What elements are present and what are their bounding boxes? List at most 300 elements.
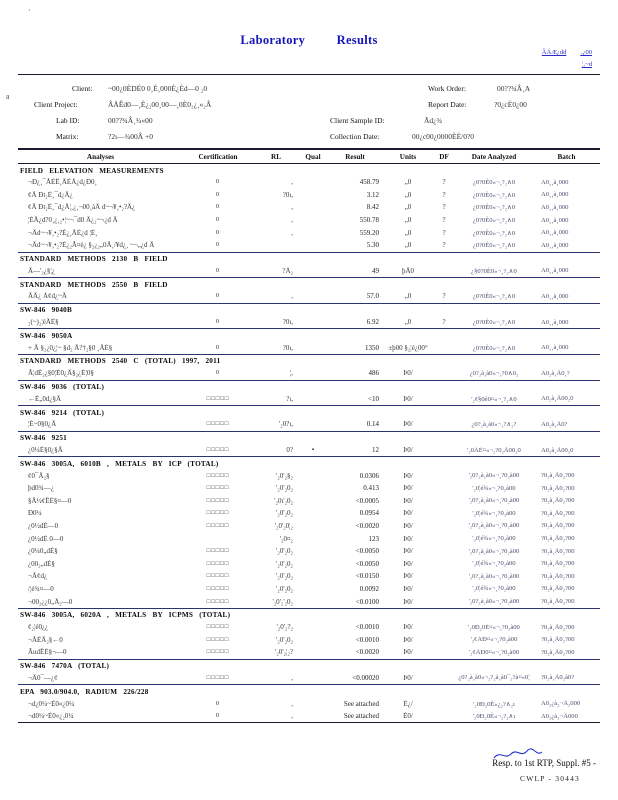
certification-cell: □□□□□ bbox=[206, 560, 230, 567]
batch-cell: A0¸¸à¸000 bbox=[541, 178, 569, 186]
result-cell: 1350 bbox=[365, 343, 379, 352]
units-cell: „0 bbox=[404, 216, 412, 225]
certification-cell: 0 bbox=[216, 242, 220, 249]
date-analyzed-cell: ¿0?0È0«¬¸?₂∧0 bbox=[472, 344, 516, 352]
df-cell: ? bbox=[442, 228, 446, 237]
certification-cell: 0 bbox=[216, 319, 220, 326]
result-cell: 123 bbox=[368, 534, 379, 543]
analysis-cell: ¬Â¢d¿ bbox=[28, 572, 48, 581]
certification-cell: □□□□□ bbox=[206, 624, 230, 631]
header-links bbox=[528, 47, 592, 72]
client-value: ~00¿0ÈDÉ0 0¸È¸000È¿Èd—0 ₂0 bbox=[108, 84, 208, 93]
certification-cell: 0 bbox=[216, 344, 220, 351]
units-cell: Þ0/ bbox=[403, 471, 413, 480]
section-header: STANDARD METHODS 2550 B FIELD bbox=[18, 277, 600, 290]
batch-cell: ?0₂à¸Ã0₂?00 bbox=[541, 636, 575, 644]
table-row bbox=[18, 621, 600, 634]
table-row bbox=[18, 507, 600, 520]
analysis-cell: þd0¾—¿ bbox=[28, 484, 54, 493]
result-cell: 5.30 bbox=[366, 241, 379, 250]
result-cell: See attached bbox=[343, 699, 379, 708]
analysis-cell: ¬d¿0¼~È0«¿0¼ bbox=[28, 699, 75, 708]
df-cell: ? bbox=[442, 216, 446, 225]
df-cell: ? bbox=[442, 190, 446, 199]
section-header: SW-846 9251 bbox=[18, 431, 600, 444]
analysis-cell: ¦ÈÂ¿d?0¸¿¸₂•¦~¬¯d0 Â¿₂~¬¿d Â bbox=[28, 216, 118, 225]
col-result: Result bbox=[345, 153, 365, 161]
table-row bbox=[18, 214, 600, 227]
result-cell: <10 bbox=[368, 394, 379, 403]
units-cell: Þ0/ bbox=[403, 534, 413, 543]
result-cell: <0.0150 bbox=[355, 572, 379, 581]
table-row bbox=[18, 672, 600, 685]
certification-cell: 0 bbox=[216, 191, 220, 198]
date-analyzed-cell: '₂0?₂à¸à0«¬¸?0₂à00 bbox=[468, 547, 520, 555]
units-cell: „0 bbox=[404, 228, 412, 237]
analysis-cell: ÄÂ¿ À¢d¿~Ä bbox=[28, 292, 67, 301]
analysis-cell: ¬ÅÈÂ₂§←0 bbox=[28, 635, 63, 644]
batch-cell: A0¸¸à¸000 bbox=[541, 191, 569, 199]
result-cell: 0.0954 bbox=[359, 509, 379, 518]
result-cell: 0.413 bbox=[363, 484, 379, 493]
rl-cell: , bbox=[291, 203, 293, 212]
result-cell: <0.0050 bbox=[355, 547, 379, 556]
table-row bbox=[18, 341, 600, 354]
page-title: Laboratory Results bbox=[240, 33, 378, 47]
matrix-label: Matrix: bbox=[56, 132, 79, 141]
matrix-value: ?2ι—¾00Â +0 bbox=[108, 132, 153, 141]
units-cell: Þ0/ bbox=[403, 559, 413, 568]
project-value: ÂÅÊd0—¸È¿₂00¸00—¸0È0₂¿¸«₂Â bbox=[108, 100, 212, 109]
rl-cell: '₂0'₂0¦₂ bbox=[274, 521, 293, 530]
table-row bbox=[18, 444, 600, 457]
table-row bbox=[18, 570, 600, 583]
units-cell: Þ0/ bbox=[403, 547, 413, 556]
units-cell: Þ0/ bbox=[403, 521, 413, 530]
units-cell: Þ0/ bbox=[403, 572, 413, 581]
batch-cell: ?0₂à¸Ã0₂?00 bbox=[541, 560, 575, 568]
batch-cell: A0¸¸à¸000 bbox=[541, 267, 569, 275]
header-link[interactable]: ₂¿00 bbox=[580, 49, 592, 56]
batch-cell: ?0₂à¸Ã0₂?00 bbox=[541, 598, 575, 606]
certification-cell: □□□□□ bbox=[206, 522, 230, 529]
table-row bbox=[18, 189, 600, 202]
date-analyzed-cell: '₂0?₂à¸à0«¬¸?0₂à00 bbox=[468, 522, 520, 530]
client-label: Client: bbox=[72, 84, 93, 93]
units-cell: Þ0/ bbox=[403, 394, 413, 403]
rl-cell: '₂0'₂0₂ bbox=[276, 484, 293, 493]
analysis-cell: ¬Ð¿¸¯ÅÈÊ¸ÂÈÅ¿d¿Ð0¸ bbox=[28, 178, 97, 187]
table-row bbox=[18, 201, 600, 214]
batch-cell: ?0₂à¸Ã0₂?00 bbox=[541, 585, 575, 593]
analysis-cell: ¬d0¼~È0«¿₂0¼ bbox=[28, 712, 74, 721]
sample-id-value: Ãd¿¾ bbox=[424, 116, 443, 125]
analysis-cell: ¿0¼È§0¿§Â bbox=[28, 446, 63, 455]
rl-cell: 0? bbox=[286, 446, 293, 455]
batch-cell: ?0₂à¸Ã0₂?00 bbox=[541, 472, 575, 480]
analysis-cell: Â—'₂¿§¦¿ bbox=[28, 266, 55, 275]
batch-cell: ?0₂à¸Ã0₂?00 bbox=[541, 484, 575, 492]
rl-cell: '₂0'₂0₂ bbox=[276, 547, 293, 556]
batch-cell: ?0₂à¸Ã0₂?00 bbox=[541, 497, 575, 505]
units-cell: Þ0/ bbox=[403, 623, 413, 632]
col-batch: Batch bbox=[557, 153, 576, 161]
col-certification: Certification bbox=[198, 153, 238, 161]
result-cell: <0.0005 bbox=[355, 496, 379, 505]
date-analyzed-cell: ¿0?0È0«¬¸?₂∧0 bbox=[472, 242, 516, 250]
analysis-cell: ¢Â Ðt₂È¸¯d¿Â¦¸¿¸¬00¸àÂ d~¬¥¸•₂?Â¿ bbox=[28, 203, 136, 212]
result-cell: 6.92 bbox=[366, 318, 379, 327]
certification-cell: □□□□□ bbox=[206, 585, 230, 592]
certification-cell: 0 bbox=[216, 293, 220, 300]
section-header: SW-846 3005A, 6010B , METALS BY ICP (TOTAL) bbox=[18, 456, 600, 469]
table-row bbox=[18, 495, 600, 508]
analysis-cell: ¿00₂„dÈ§ bbox=[28, 559, 55, 568]
rl-cell: '₂0'₂¦₂? bbox=[275, 648, 293, 657]
df-cell: ? bbox=[442, 241, 446, 250]
batch-cell: ?0₂à¸Ã0₂?00 bbox=[541, 535, 575, 543]
certification-cell: □□□□□ bbox=[206, 447, 230, 454]
result-cell: See attached bbox=[343, 712, 379, 721]
footer-note: Resp. to 1st RTP, Suppl. #5 - bbox=[492, 758, 596, 768]
scan-artifact: a bbox=[6, 92, 10, 101]
table-row bbox=[18, 532, 600, 545]
units-cell: „0 bbox=[404, 190, 412, 199]
table-row bbox=[18, 646, 600, 659]
date-analyzed-cell: '₂¢ÀÐ¤«¬¸?0₂à00 bbox=[470, 636, 518, 644]
result-cell: <0.0010 bbox=[355, 623, 379, 632]
certification-cell: 0 bbox=[216, 179, 220, 186]
batch-cell: ?0₂à¸Ã0₂?00 bbox=[541, 572, 575, 580]
date-analyzed-cell: ¿0?₂à¸à0«¬¸?0∧0₂ bbox=[469, 370, 519, 378]
rl-cell: '₂0ι'₂0₂ bbox=[274, 496, 293, 505]
certification-cell: □□□□□ bbox=[206, 472, 230, 479]
batch-cell: ?0₂à¸Ã0₂?00 bbox=[541, 623, 575, 631]
section-header: FIELD ELEVATION MEASUREMENTS bbox=[20, 166, 164, 175]
page-footer bbox=[492, 748, 596, 786]
rl-cell: , bbox=[291, 216, 293, 225]
result-cell: <0.0010 bbox=[355, 635, 379, 644]
result-cell: 550.78 bbox=[359, 216, 379, 225]
result-cell: 49 bbox=[372, 266, 379, 275]
section-header: SW-846 9050A bbox=[18, 328, 600, 341]
table-row bbox=[18, 545, 600, 558]
divider bbox=[18, 74, 600, 75]
rl-cell: , bbox=[291, 292, 293, 301]
date-analyzed-cell: '₂0¦é¾«¬¸?0₂à00 bbox=[472, 585, 516, 593]
rl-cell: ?0ι, bbox=[282, 343, 293, 352]
analysis-cell: ¢Â Ðt₂È¸¯d¿Â¿ bbox=[28, 190, 73, 199]
analysis-cell: ¬Âd~¬¥¸•₂?È¿¸ÂÈ¿d ¦È¸ bbox=[28, 228, 98, 237]
df-cell: ? bbox=[442, 203, 446, 212]
rl-cell: '₂0'₂0₂ bbox=[276, 559, 293, 568]
analysis-cell: ¿0¼0„dÈ§ bbox=[28, 547, 58, 556]
lab-id-label: Lab ID: bbox=[56, 116, 80, 125]
rl-cell: '₂0'₂?₂ bbox=[276, 623, 293, 632]
certification-cell: □□□□□ bbox=[206, 510, 230, 517]
date-analyzed-cell: '₂0¦é¾«¬¸?0₂à00 bbox=[472, 509, 516, 517]
date-analyzed-cell: '₂0?₂à¸à0«¬¸?0₂à00 bbox=[468, 497, 520, 505]
table-row bbox=[18, 633, 600, 646]
batch-cell: A0¸¸à¸000 bbox=[541, 241, 569, 249]
rl-cell: ?0ι, bbox=[282, 190, 293, 199]
batch-cell: A0¸¸à¸000 bbox=[541, 344, 569, 352]
results-table bbox=[18, 148, 600, 723]
df-cell: ? bbox=[442, 292, 446, 301]
rl-cell: , bbox=[291, 699, 293, 708]
table-row bbox=[18, 595, 600, 608]
rl-cell: ¦, bbox=[289, 369, 293, 378]
analysis-cell: /¦é¾¤—0 bbox=[28, 584, 54, 593]
result-cell: <0.0020 bbox=[355, 648, 379, 657]
units-cell: È¿/ bbox=[403, 699, 413, 708]
certification-cell: 0 bbox=[216, 229, 220, 236]
certification-cell: □□□□□ bbox=[206, 395, 230, 402]
certification-cell: □□□□□ bbox=[206, 598, 230, 605]
date-analyzed-cell: '₂0Ð₂0È¤«¬¸?0₂à00 bbox=[468, 623, 520, 631]
rl-cell: '₂0'₂0₂ bbox=[276, 584, 293, 593]
units-cell: Þ0/ bbox=[403, 446, 413, 455]
date-analyzed-cell: '₂0?₂à¸à0«¬¸?0₂à00 bbox=[468, 598, 520, 606]
table-row bbox=[18, 557, 600, 570]
section-header: SW-846 3005A, 6020A , METALS BY ICPMS (TOTAL) bbox=[18, 608, 600, 621]
report-date-label: Report Date: bbox=[428, 100, 467, 109]
rl-cell: ?ι, bbox=[286, 394, 293, 403]
units-cell: „0 bbox=[404, 178, 412, 187]
batch-cell: ?0₂à¸Ã0₂?00 bbox=[541, 522, 575, 530]
qual-cell: ▪ bbox=[311, 447, 315, 454]
result-cell: 12 bbox=[372, 446, 379, 455]
rl-cell: '₂0'₂0₂ bbox=[276, 635, 293, 644]
table-row bbox=[18, 393, 600, 406]
table-row bbox=[18, 520, 600, 533]
analysis-cell: ₂(~)₂¦éÂÈ§ bbox=[28, 318, 59, 327]
units-cell: Þ0/ bbox=[403, 635, 413, 644]
batch-cell: A0¸¸à¸000 bbox=[541, 229, 569, 237]
rl-cell: ?À₂ bbox=[282, 266, 293, 275]
units-cell: Þ0/ bbox=[403, 484, 413, 493]
col-df: DF bbox=[439, 153, 449, 161]
date-analyzed-cell: '₂¢ÀÐ0¤«¬¸?0₂à00 bbox=[468, 648, 520, 656]
report-info bbox=[0, 78, 618, 148]
rl-cell: '₂0'₂'₂0₂ bbox=[272, 597, 293, 606]
units-cell: „0 bbox=[404, 318, 412, 327]
rl-cell: '₂0¤₂ bbox=[279, 534, 293, 543]
col-rl: RL bbox=[271, 153, 281, 161]
analysis-cell: ¬Â0¯—¿¢ bbox=[28, 673, 58, 682]
units-cell: Þ0/ bbox=[403, 369, 413, 378]
batch-cell: A0₂à¸Ã00₂0 bbox=[541, 446, 574, 454]
units-cell: „0 bbox=[404, 203, 412, 212]
col-analyses: Analyses bbox=[86, 153, 115, 161]
certification-cell: □□□□□ bbox=[206, 421, 230, 428]
certification-cell: □□□□□ bbox=[206, 485, 230, 492]
units-cell: þÂ0 bbox=[401, 266, 415, 275]
result-cell: 0.0092 bbox=[359, 584, 379, 593]
batch-cell: A0¸¸à¸000 bbox=[541, 292, 569, 300]
batch-cell: A0₂à¸Ã0? bbox=[541, 420, 568, 428]
date-analyzed-cell: ¿0?0È0«¬¸?₂∧0 bbox=[472, 217, 516, 225]
batch-cell: ?0₂à¸Ã0₂?00 bbox=[541, 509, 575, 517]
batch-cell: A0₂à¸Ã00₂0 bbox=[541, 395, 574, 403]
date-analyzed-cell: '₂0¦é¾«¬¸?0₂à00 bbox=[472, 535, 516, 543]
certification-cell: □□□□□ bbox=[206, 548, 230, 555]
table-row bbox=[18, 265, 600, 278]
section-header: EPA 903.0/904.0, RADIUM 226/228 bbox=[18, 684, 600, 697]
work-order-value: 00??¾Â¸A bbox=[497, 84, 531, 93]
table-row bbox=[18, 239, 600, 252]
section-header: STANDARD METHODS 2540 C (TOTAL) 1997, 2011 bbox=[18, 354, 600, 367]
batch-cell: A0₂¿à₂¬Â000 bbox=[541, 712, 578, 720]
table-row bbox=[18, 482, 600, 495]
batch-cell: A0¸¸à¸000 bbox=[541, 318, 569, 326]
rl-cell: '₂0'₂§₂ bbox=[276, 471, 293, 480]
batch-cell: A0₂¿à₂¬Â₂000 bbox=[541, 700, 581, 708]
units-cell: „0 bbox=[404, 241, 412, 250]
result-cell: <0.0020 bbox=[355, 521, 379, 530]
df-cell: ? bbox=[442, 318, 446, 327]
units-cell: È0/ bbox=[403, 712, 413, 721]
result-cell: <0.00020 bbox=[352, 673, 379, 682]
col-qual: Qual bbox=[305, 153, 321, 161]
date-analyzed-cell: '₂¢§0è0¤«¬¸?₂∧0 bbox=[471, 395, 517, 403]
date-analyzed-cell: ¿0?0È0«¬¸?₂∧0 bbox=[472, 293, 516, 301]
date-analyzed-cell: ¿0?₂à¸à0«¬¸?∧₂? bbox=[471, 421, 517, 429]
certification-cell: 0 bbox=[216, 700, 220, 707]
date-analyzed-cell: ¿0?0È0«¬¸?₂∧0 bbox=[472, 319, 516, 327]
report-date-value: ?0¿cÈ0¿00 bbox=[494, 100, 527, 109]
rl-cell: , bbox=[291, 673, 293, 682]
units-cell: Þ0/ bbox=[403, 597, 413, 606]
table-row bbox=[18, 710, 600, 723]
analysis-cell: ¢0¯Â₂§ bbox=[28, 471, 50, 480]
date-analyzed-cell: ¿0?0È0«¬¸?₂∧0 bbox=[472, 229, 516, 237]
analysis-cell: ¬00₂¿¿0„Â₂—0 bbox=[28, 597, 73, 606]
section-header: STANDARD METHODS 2130 B FIELD bbox=[18, 252, 600, 265]
sample-id-label: Client Sample ID: bbox=[330, 116, 385, 125]
analysis-cell: §Â½¢ÊÈ§¤—0 bbox=[28, 496, 72, 505]
batch-cell: A0¸¸à¸000 bbox=[541, 203, 569, 211]
rl-cell: , bbox=[291, 228, 293, 237]
result-cell: 0.0306 bbox=[359, 471, 379, 480]
rl-cell: ?0ι, bbox=[282, 318, 293, 327]
batch-cell: A0₂à¸Ã0¸? bbox=[541, 369, 570, 377]
document-id: CWLP - 30443 bbox=[520, 774, 580, 783]
date-analyzed-cell: ¿0?0È0«¬¸?₂∧0 bbox=[472, 179, 516, 187]
work-order-label: Work Order: bbox=[428, 84, 466, 93]
rl-cell: , bbox=[291, 712, 293, 721]
lab-id-value: 00??¾Â¸¾«00 bbox=[108, 116, 153, 125]
certification-cell: □□□□□ bbox=[206, 674, 230, 681]
batch-cell: ?0₂à¸Ã0₂à0? bbox=[541, 674, 575, 682]
col-units: Units bbox=[399, 153, 417, 161]
section-header: SW-846 9036 (TOTAL) bbox=[18, 380, 600, 393]
batch-cell: ?0₂à¸Ã0₂?00 bbox=[541, 547, 575, 555]
units-cell: ±þ00 §₂¦é¿00° bbox=[388, 343, 428, 352]
date-analyzed-cell: '₂0?₂à¸à0«¬¸?0₂à00 bbox=[468, 572, 520, 580]
header-link[interactable]: ÂÁÆ¿dd bbox=[541, 49, 567, 56]
certification-cell: □□□□□ bbox=[206, 497, 230, 504]
section-header: SW-846 9214 (TOTAL) bbox=[18, 405, 600, 418]
certification-cell: 0 bbox=[216, 370, 220, 377]
batch-cell: ?0₂à¸Ã0₂?00 bbox=[541, 648, 575, 656]
analysis-cell: ÃudÊÈ§¬—0 bbox=[28, 648, 67, 657]
units-cell: Þ0/ bbox=[403, 420, 413, 429]
analysis-cell: ¦È~0§0¿Â bbox=[28, 420, 57, 429]
result-cell: 8.42 bbox=[366, 203, 379, 212]
certification-cell: 0 bbox=[216, 217, 220, 224]
table-row bbox=[18, 176, 600, 189]
analysis-cell: ←È„0d¿§Â bbox=[28, 394, 62, 403]
analysis-cell: Ð0¼ bbox=[28, 509, 42, 518]
table-row bbox=[18, 418, 600, 431]
rl-cell: '₂0'₂0₂ bbox=[276, 509, 293, 518]
table-row bbox=[18, 316, 600, 329]
result-cell: 458.79 bbox=[359, 178, 379, 187]
header-link[interactable]: ¦₂~d bbox=[581, 61, 592, 69]
rl-cell: , bbox=[291, 178, 293, 187]
section-header: SW-846 9040B bbox=[18, 303, 600, 316]
table-row bbox=[18, 290, 600, 303]
date-analyzed-cell: ¿0?₂à¸à0«¬₂?₂à¸à0¯₂?à¤«0¦ bbox=[458, 674, 530, 682]
table-header-row bbox=[18, 150, 600, 164]
date-analyzed-cell: ¿0?0È0«¬¸?₂∧0 bbox=[472, 191, 516, 199]
certification-cell: □□□□□ bbox=[206, 649, 230, 656]
analysis-cell: Ã¦dÈ₂¿§0¦È0¿Â§₂¿È¦0§ bbox=[28, 369, 94, 378]
units-cell: Þ0/ bbox=[403, 648, 413, 657]
scan-artifact: · bbox=[28, 6, 31, 15]
units-cell: Þ0/ bbox=[403, 496, 413, 505]
collection-date-label: Collection Date: bbox=[330, 132, 380, 141]
analysis-cell: + Â §₂¿0¿¦~ §d₂ Â?†₂§0 ¸ÂÈ§ bbox=[28, 343, 113, 352]
certification-cell: 0 bbox=[216, 713, 220, 720]
units-cell: Þ0/ bbox=[403, 673, 413, 682]
table-row bbox=[18, 697, 600, 710]
result-cell: 57.0 bbox=[366, 292, 379, 301]
date-analyzed-cell: '₂0¦é¾«¬¸?0₂à00 bbox=[472, 484, 516, 492]
collection-date-value: 00¿c00¿0000ÈÈ/0?0 bbox=[412, 132, 475, 141]
certification-cell: 0 bbox=[216, 267, 220, 274]
units-cell: „0 bbox=[404, 292, 412, 301]
date-analyzed-cell: '₂0ÀÈ¤«¬₂?0₂Ã00₂0 bbox=[467, 446, 521, 454]
date-analyzed-cell: ¿0?0È0«¬¸?₂∧0 bbox=[472, 204, 516, 212]
units-cell: Þ0/ bbox=[403, 509, 413, 518]
result-cell: <0.0050 bbox=[355, 559, 379, 568]
analysis-cell: ¢₂¦é0¿¿ bbox=[28, 623, 49, 632]
analysis-cell: ¬Âd~¬¥¸•₂?È¿₂Ã¤è¿ §₂¿₂„0Â¸/¥d¿¸ ~¬„¿d Â bbox=[28, 241, 155, 250]
result-cell: 559.20 bbox=[359, 228, 379, 237]
certification-cell: 0 bbox=[216, 204, 220, 211]
project-label: Client Project: bbox=[34, 100, 78, 109]
rl-cell: '₂0?ι, bbox=[279, 420, 293, 429]
date-analyzed-cell: '₂0?₂à¸à0«¬¸?0₂à00 bbox=[468, 472, 520, 480]
certification-cell: □□□□□ bbox=[206, 636, 230, 643]
result-cell: 0.14 bbox=[366, 420, 379, 429]
result-cell: <0.0100 bbox=[355, 597, 379, 606]
analysis-cell: ¿0½dÈ—0 bbox=[28, 521, 59, 530]
certification-cell: □□□□□ bbox=[206, 573, 230, 580]
rl-cell: '₂0'₂0₂ bbox=[276, 572, 293, 581]
date-analyzed-cell: ¿§0?0È0«¬¸?₂∧0 bbox=[471, 267, 517, 275]
table-row bbox=[18, 367, 600, 380]
analysis-cell: ¿0½dÈ 0—0 bbox=[28, 534, 64, 543]
table-row bbox=[18, 469, 600, 482]
df-cell: ? bbox=[442, 178, 446, 187]
col-date-analyzed: Date Analyzed bbox=[471, 153, 517, 161]
date-analyzed-cell: '₂0¦é¾«¬¸?0₂à00 bbox=[472, 560, 516, 568]
table-row bbox=[18, 226, 600, 239]
table-row bbox=[18, 583, 600, 596]
